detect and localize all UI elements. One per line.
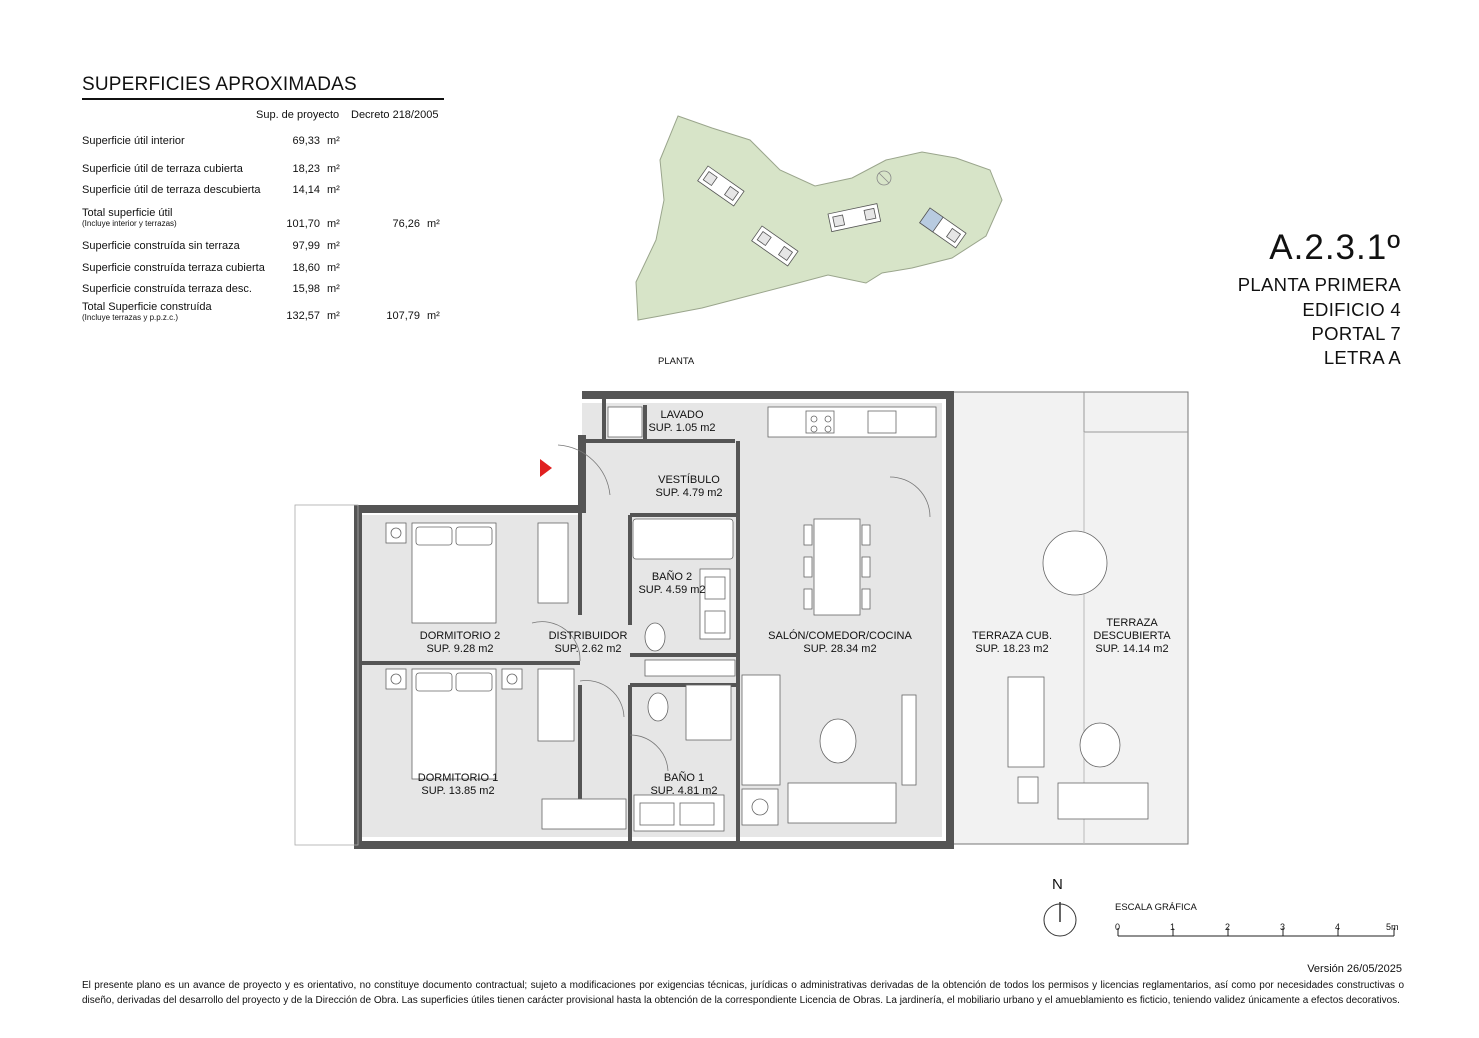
room-area: SUP. 4.59 m2 [638,584,706,596]
surface-row-project: 15,98 [292,283,320,295]
room-area: SUP. 14.14 m2 [1095,643,1169,655]
surface-row-label [82,301,212,323]
dining-table-icon [804,519,870,615]
room-distribuidor [538,630,638,656]
surface-row-label: Superficie construída terraza desc. [82,283,252,295]
room-name: BAÑO 2 [651,571,693,583]
site-key-plan [630,108,1010,323]
north-label: N [1052,876,1063,893]
surface-row-unit: m² [327,163,340,175]
room-area: SUP. 18.23 m2 [975,643,1049,655]
surface-row-note: (Incluye terrazas y p.p.z.c.) [82,313,179,322]
room-terraza-descubierta [1084,617,1180,656]
room-name: TERRAZA CUB. [971,630,1053,642]
unit-floor: PLANTA PRIMERA [1237,274,1401,295]
surface-row-unit: m² [327,262,340,274]
surface-row-project: 14,14 [292,184,320,196]
left-balcony-outline [295,505,358,845]
surface-row-label [82,207,177,229]
surfaces-title: SUPERFICIES APROXIMADAS [82,74,357,95]
room-name: VESTÍBULO [658,474,720,486]
scale-tick: 5m [1386,922,1399,932]
column-header-decree: Decreto 218/2005 [351,109,439,121]
disclaimer-text: El presente plano es un avance de proyecto y es orientativo, no constituye documento contractual; sujeto a modificaciones por exigencias técnicas, jurídicas o administrativas derivadas de la obtención de todos los permisos y licencias reglamentarios, así como por necesidades constructivas o diseño, derivadas del desarrollo del proyecto y de la Dirección de Obra. Las superficies útiles tienen carácter provisional hasta la obtención de la correspondiente Licencia de Obras. La jardinería, el mobiliario urbano y el amueblamiento es ficticio, teniendo validez únicamente a efectos decorativos. [82,980,1404,1006]
surface-row-label: Superficie construída terraza cubierta [82,262,265,274]
surface-row-label: Superficie útil de terraza cubierta [82,163,243,175]
surface-row-note: (Incluye interior y terrazas) [82,219,177,228]
scale-tick: 4 [1335,922,1341,932]
north-arrow-icon [1040,900,1080,940]
surface-row-unit: m² [327,283,340,295]
surface-row-label: Superficie útil interior [82,135,185,147]
surface-row-project: 132,57 [286,310,320,322]
surface-row-project: 18,23 [292,163,320,175]
room-name: BAÑO 1 [663,772,705,784]
room-bano-2 [622,571,722,597]
scale-tick: 3 [1280,922,1286,932]
surface-row-unit: m² [327,240,340,252]
room-lavado [640,409,724,435]
room-area: SUP. 4.81 m2 [650,785,718,797]
room-name: LAVADO [660,409,704,421]
room-vestibulo [636,474,742,500]
surface-row-decree: 76,26 [392,218,420,230]
scale-tick: 1 [1170,922,1176,932]
column-header-project: Sup. de proyecto [256,109,340,121]
room-name: DISTRIBUIDOR [548,630,628,642]
room-name: SALÓN/COMEDOR/COCINA [768,630,912,642]
room-area: SUP. 28.34 m2 [803,643,877,655]
surface-row-decree: 107,79 [386,310,420,322]
room-terraza-cubierta [960,630,1064,656]
unit-building: EDIFICIO 4 [1302,299,1401,320]
surface-row-project: 69,33 [292,135,320,147]
room-area: SUP. 4.79 m2 [655,487,723,499]
scale-tick: 2 [1225,922,1231,932]
room-name: DORMITORIO 1 [417,772,499,784]
surface-row-unit: m² [327,310,340,322]
surface-row-project: 18,60 [292,262,320,274]
surface-row-label: Superficie construída sin terraza [82,240,240,252]
room-dormitorio-2 [408,630,512,656]
scale-title: ESCALA GRÁFICA [1115,902,1197,913]
room-bano-1 [634,772,734,798]
version-label: Versión 26/05/2025 [1307,963,1402,975]
plan-label: PLANTA [658,356,695,367]
surface-row-label: Superficie útil de terraza descubierta [82,184,261,196]
surface-row-unit: m² [327,218,340,230]
site-green-area [636,116,1002,320]
surfaces-title-rule [82,98,444,100]
room-area: SUP. 1.05 m2 [648,422,716,434]
room-area: SUP. 2.62 m2 [554,643,622,655]
unit-portal: PORTAL 7 [1311,323,1401,344]
surface-row-label-text: Total Superficie construída [82,301,212,313]
unit-letter: LETRA A [1323,347,1401,368]
surface-row-unit: m² [427,218,440,230]
room-salon-comedor-cocina [760,630,920,656]
room-name: DORMITORIO 2 [419,630,501,642]
scale-bar [1112,914,1408,938]
scale-tick: 0 [1115,922,1121,932]
surface-row-project: 97,99 [292,240,320,252]
room-area: SUP. 13.85 m2 [421,785,495,797]
surface-row-project: 101,70 [286,218,320,230]
surface-row-unit: m² [327,135,340,147]
surface-row-unit: m² [427,310,440,322]
unit-code: A.2.3.1º [1269,228,1401,267]
room-name-line1: TERRAZA [1106,617,1158,629]
room-dormitorio-1 [406,772,510,798]
room-area: SUP. 9.28 m2 [426,643,494,655]
surface-row-label-text: Total superficie útil [82,207,173,219]
room-name-line2: DESCUBIERTA [1093,630,1171,642]
surface-row-unit: m² [327,184,340,196]
entrance-marker-icon [540,459,552,477]
